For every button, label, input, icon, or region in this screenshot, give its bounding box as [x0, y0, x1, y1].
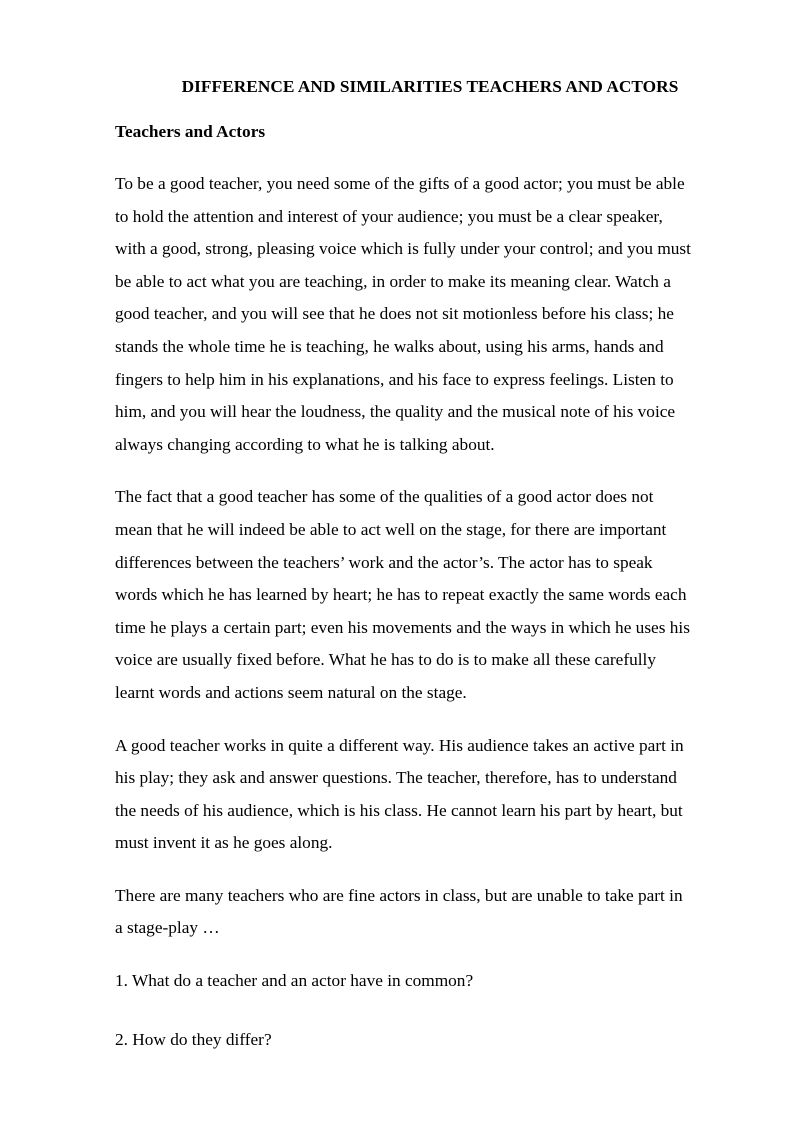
text-line: fingers to help him in his explanations, and his face to express feelings. Listen to: [115, 369, 674, 389]
text-line: time he plays a certain part; even his movements and the ways in which he uses his: [115, 617, 690, 637]
text-line: with a good, strong, pleasing voice which is fully under your control; and you must: [115, 239, 691, 259]
text-line: learnt words and actions seem natural on the stage.: [115, 682, 467, 702]
section-heading: Teachers and Actors: [115, 122, 266, 141]
text-line: his play; they ask and answer questions. The teacher, therefore, has to understand: [115, 768, 677, 788]
text-line: stands the whole time he is teaching, he walks about, using his arms, hands and: [115, 336, 664, 356]
text-line: him, and you will hear the loudness, the quality and the musical note of his voice: [115, 402, 676, 422]
text-line: mean that he will indeed be able to act well on the stage, for there are important: [115, 519, 667, 539]
text-line: to hold the attention and interest of your audience; you must be a clear speaker,: [115, 206, 663, 226]
text-line: The fact that a good teacher has some of the qualities of a good actor does not: [115, 487, 654, 507]
text-line: A good teacher works in quite a different way. His audience takes an active part in: [115, 735, 684, 755]
paragraph-2: [115, 481, 745, 709]
text-line: good teacher, and you will see that he does not sit motionless before his class; he: [115, 304, 674, 324]
text-line: differences between the teachers’ work and the actor’s. The actor has to speak: [115, 552, 653, 572]
text-line: a stage-play …: [115, 918, 220, 938]
question-2: 2. How do they differ?: [115, 1029, 272, 1049]
paragraph-3: [115, 730, 745, 860]
text-line: words which he has learned by heart; he has to repeat exactly the same words each: [115, 585, 687, 605]
text-line: the needs of his audience, which is his class. He cannot learn his part by heart, but: [115, 800, 683, 820]
document-title: DIFFERENCE AND SIMILARITIES TEACHERS AND ACTORS: [181, 77, 679, 96]
text-line: To be a good teacher, you need some of the gifts of a good actor; you must be able: [115, 174, 685, 193]
text-line: always changing according to what he is talking about.: [115, 434, 495, 454]
document-body: [115, 168, 745, 1082]
text-line: be able to act what you are teaching, in order to make its meaning clear. Watch a: [115, 271, 671, 291]
question-1: 1. What do a teacher and an actor have in common?: [115, 971, 474, 991]
paragraph-1: [115, 168, 745, 461]
text-line: must invent it as he goes along.: [115, 833, 333, 853]
text-line: voice are usually fixed before. What he has to do is to make all these carefully: [115, 650, 656, 670]
text-line: There are many teachers who are fine actors in class, but are unable to take part in: [115, 885, 683, 905]
paragraph-4: [115, 880, 745, 945]
